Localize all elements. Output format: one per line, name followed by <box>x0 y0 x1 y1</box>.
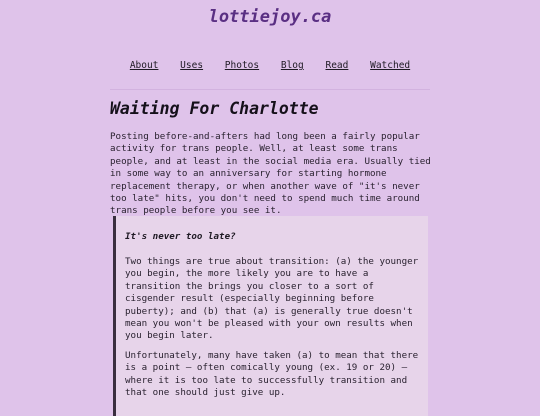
aside-blockquote <box>113 216 428 416</box>
post-intro-paragraph: Posting before-and-afters had long been a fairly popular activity for trans people. Well, at least some trans people, and at least in the social media era. Usually tied in some way to an anniversary for starting hormone replacement therapy, or when another wave of "it's never too late" hits, you don't need to spend much time around trans people before you see it. <box>110 131 431 217</box>
nav-link-about[interactable]: About <box>129 60 159 71</box>
blockquote-paragraph: Unfortunately, many have taken (a) to mean that there is a point – often comically young (ex. 19 or 20) – where it is too late to successfully transition and that one should just give up. <box>125 349 419 399</box>
nav-link-photos[interactable]: Photos <box>224 60 260 71</box>
nav-link-uses[interactable]: Uses <box>180 60 204 71</box>
post-title: Waiting For Charlotte <box>110 99 319 118</box>
nav-link-read[interactable]: Read <box>325 60 349 71</box>
site-title-link[interactable]: lottiejoy.ca <box>208 7 332 27</box>
blockquote-heading: It's never too late? <box>125 231 236 242</box>
nav-link-blog[interactable]: Blog <box>280 60 304 71</box>
main-nav <box>0 59 540 73</box>
blockquote-paragraph: Two things are true about transition: (a) the younger you begin, the more likely you are to have a transition the brings you closer to a sort of cisgender result (especially beginning before puberty); and (b) that (a) is generally true doesn't mean you won't be pleased with your own results when you begin later. <box>125 256 419 342</box>
nav-link-watched[interactable]: Watched <box>370 60 411 71</box>
header-divider <box>110 89 430 90</box>
